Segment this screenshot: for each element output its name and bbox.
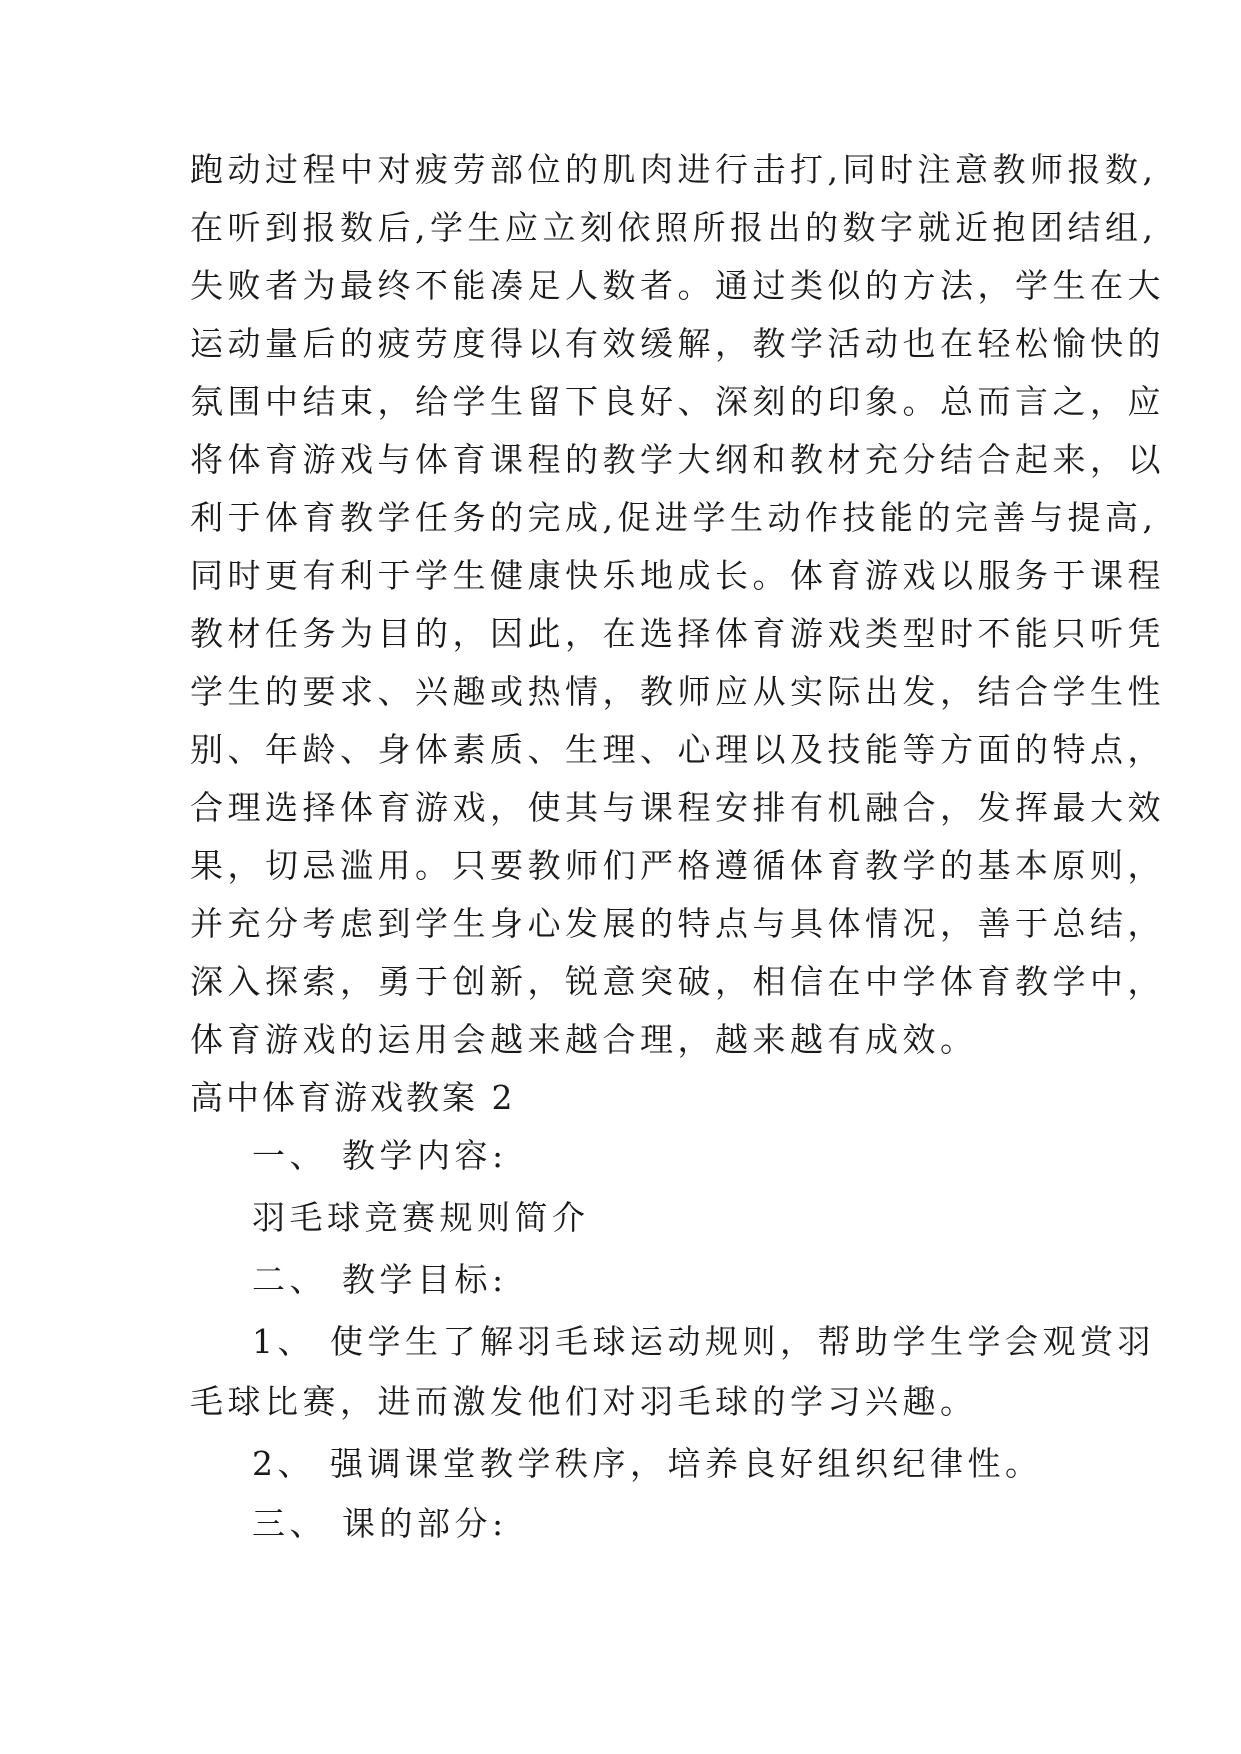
paragraph-line: 果，切忌滥用。只要教师们严格遵循体育教学的基本原则， [190,846,1165,885]
paragraph-line: 学生的要求、兴趣或热情，教师应从实际出发，结合学生性 [190,672,1165,711]
paragraph-line: 体育游戏的运用会越来越合理，越来越有成效。 [190,1020,978,1059]
section-title: 二、 教学目标: [252,1260,508,1299]
paragraph-line: 深入探索，勇于创新，锐意突破，相信在中学体育教学中， [190,962,1165,1001]
paragraph-line: 将体育游戏与体育课程的教学大纲和教材充分结合起来，以 [190,440,1165,479]
paragraph-line: 同时更有利于学生健康快乐地成长。体育游戏以服务于课程 [190,556,1165,595]
paragraph-line: 失败者为最终不能凑足人数者。通过类似的方法，学生在大 [190,266,1165,305]
paragraph-line: 跑动过程中对疲劳部位的肌肉进行击打,同时注意教师报数, [190,150,1158,189]
goal-item-continuation: 毛球比赛，进而激发他们对羽毛球的学习兴趣。 [190,1382,978,1421]
paragraph-line: 利于体育教学任务的完成,促进学生动作技能的完善与提高, [190,498,1158,537]
paragraph-line: 并充分考虑到学生身心发展的特点与具体情况，善于总结， [190,904,1165,943]
paragraph-line: 运动量后的疲劳度得以有效缓解，教学活动也在轻松愉快的 [190,324,1165,363]
paragraph-line: 合理选择体育游戏，使其与课程安排有机融合，发挥最大效 [190,788,1165,827]
paragraph-line: 在听到报数后,学生应立刻依照所报出的数字就近抱团结组, [190,208,1158,247]
section-title: 一、 教学内容: [252,1136,508,1175]
paragraph-line: 别、年龄、身体素质、生理、心理以及技能等方面的特点， [190,730,1165,769]
paragraph-line: 教材任务为目的，因此，在选择体育游戏类型时不能只听凭 [190,614,1165,653]
goal-item: 1、 使学生了解羽毛球运动规则，帮助学生学会观赏羽 [252,1322,1155,1361]
section-heading: 高中体育游戏教案 2 [190,1078,516,1117]
paragraph-line: 氛围中结束，给学生留下良好、深刻的印象。总而言之，应 [190,382,1165,421]
section-body: 羽毛球竞赛规则简介 [252,1198,590,1237]
goal-item: 2、 强调课堂教学秩序，培养良好组织纪律性。 [252,1444,1043,1483]
section-title: 三、 课的部分: [252,1504,508,1543]
